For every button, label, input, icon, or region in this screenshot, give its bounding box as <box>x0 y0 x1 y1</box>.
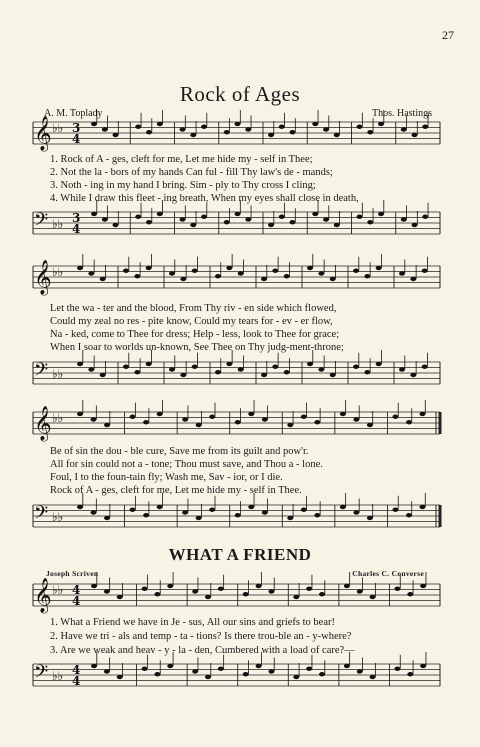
lyricist-credit: Joseph Scriven <box>46 569 99 578</box>
svg-text:3: 3 <box>72 211 81 225</box>
bass-clef-icon: 𝄢 <box>34 503 49 528</box>
lyricist-credit: A. M. Toplady <box>44 108 103 119</box>
flat-key-signature-icon: ♭♭ <box>52 121 64 135</box>
verse-line: Na - ked, come to Thee for dress; Help - less, look to Thee for grace; <box>50 329 340 340</box>
svg-text:4: 4 <box>72 583 81 597</box>
svg-text:4: 4 <box>72 663 81 677</box>
treble-clef-icon: 𝄞 <box>34 116 52 151</box>
verse-line: Foul, I to the foun-tain fly; Wash me, Sav - ior, or I die. <box>50 472 283 483</box>
verse-line: 2. Have we tri - als and temp - ta - tions? Is there trou-ble an - y-where? <box>50 631 352 642</box>
treble-clef-icon: 𝄞 <box>34 406 52 441</box>
verse-line: Rock of A - ges, cleft for me, Let me hide my - self in Thee. <box>50 485 302 496</box>
verse-line: 1. What a Friend we have in Je - sus, All our sins and griefs to bear! <box>50 617 335 628</box>
verse-line: 3. Are we weak and heav - y - la - den, Cumbered with a load of care?— <box>50 645 355 656</box>
bass-clef-icon: 𝄢 <box>34 662 49 687</box>
verse-line: When I soar to worlds un-known, See Thee on Thy judg-ment-throne; <box>50 342 344 353</box>
verse-line: 4. While I draw this fleet - ing breath, When my eyes shall close in death, <box>50 193 359 204</box>
time-signature-icon <box>72 211 80 236</box>
time-signature-icon <box>72 121 80 146</box>
bass-clef-icon: 𝄢 <box>34 360 49 385</box>
svg-text:4: 4 <box>72 674 81 688</box>
verse-line: 2. Not the la - bors of my hands Can ful - fill Thy law's de - mands; <box>50 167 333 178</box>
composer-credit: Thos. Hastings <box>372 108 432 119</box>
treble-clef-icon: 𝄞 <box>34 260 52 295</box>
treble-clef-icon: 𝄞 <box>34 578 52 613</box>
verse-line: Could my zeal no res - pite know, Could my tears for - ev - er flow, <box>50 316 333 327</box>
svg-text:4: 4 <box>72 132 81 146</box>
verse-line: Let the wa - ter and the blood, From Thy riv - en side which flowed, <box>50 303 337 314</box>
bass-staff <box>0 202 480 262</box>
bass-staff <box>0 654 480 714</box>
verse-line: 1. Rock of A - ges, cleft for me, Let me hide my - self in Thee; <box>50 154 313 165</box>
verse-line: 3. Noth - ing in my hand I bring. Sim - ply to Thy cross I cling; <box>50 180 316 191</box>
hymn-title-what-a-friend: WHAT A FRIEND <box>168 545 312 564</box>
svg-text:4: 4 <box>72 222 81 236</box>
flat-key-signature-icon: ♭♭ <box>52 411 64 425</box>
svg-text:4: 4 <box>72 594 81 608</box>
svg-text:3: 3 <box>72 121 81 135</box>
flat-key-signature-icon: ♭♭ <box>52 583 64 597</box>
flat-key-signature-icon: ♭♭ <box>52 367 64 381</box>
flat-key-signature-icon: ♭♭ <box>52 669 64 683</box>
hymn-title-rock-of-ages: Rock of Ages <box>179 82 301 106</box>
flat-key-signature-icon: ♭♭ <box>52 510 64 524</box>
time-signature-icon <box>72 583 80 608</box>
composer-credit: Charles C. Converse <box>352 569 424 578</box>
flat-key-signature-icon: ♭♭ <box>52 265 64 279</box>
verse-line: Be of sin the dou - ble cure, Save me from its guilt and pow'r. <box>50 446 309 457</box>
verse-line: All for sin could not a - tone; Thou must save, and Thou a - lone. <box>50 459 323 470</box>
page-number: 27 <box>442 28 454 42</box>
bass-clef-icon: 𝄢 <box>34 210 49 235</box>
flat-key-signature-icon: ♭♭ <box>52 217 64 231</box>
time-signature-icon <box>72 663 80 688</box>
